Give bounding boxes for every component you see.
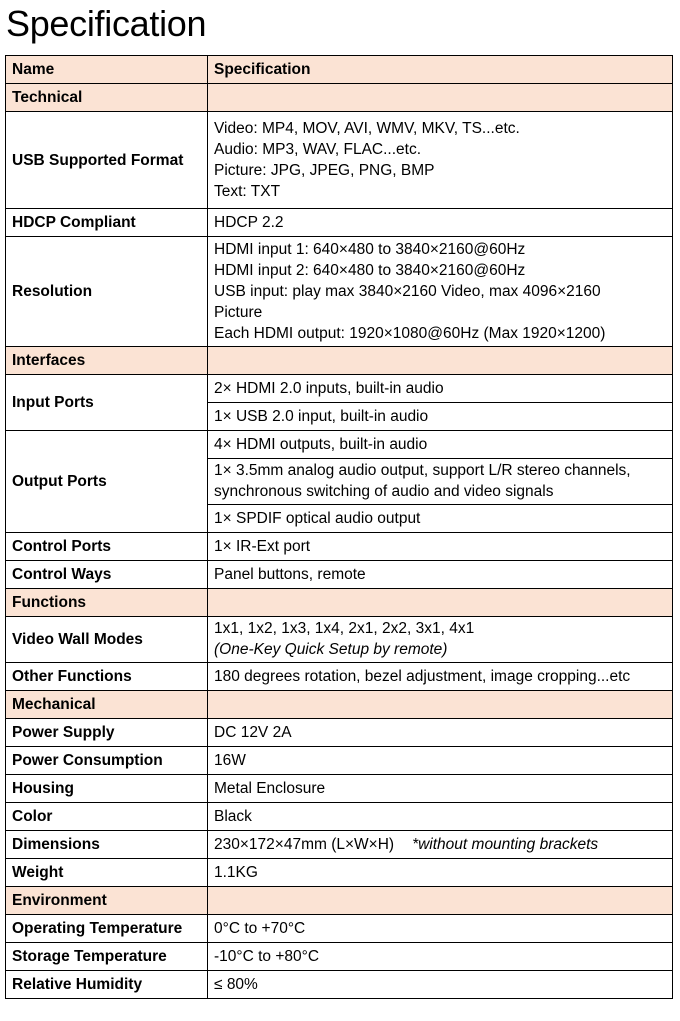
row-name: Color	[6, 803, 208, 831]
table-row	[6, 237, 673, 347]
section-functions	[6, 589, 673, 617]
value-line: Picture	[214, 304, 263, 321]
value-line: HDMI input 1: 640×480 to 3840×2160@60Hz	[214, 241, 526, 258]
table-row	[6, 719, 673, 747]
page-title: Specification	[6, 3, 207, 44]
section-interfaces	[6, 347, 673, 375]
row-value: 16W	[208, 747, 673, 775]
table-header-row	[6, 56, 673, 84]
section-label: Technical	[6, 84, 208, 112]
section-label: Mechanical	[6, 691, 208, 719]
row-name: Weight	[6, 859, 208, 887]
section-environment	[6, 887, 673, 915]
row-value	[208, 831, 673, 859]
section-label: Functions	[6, 589, 208, 617]
table-row	[6, 431, 673, 459]
row-name: Operating Temperature	[6, 915, 208, 943]
row-value: Metal Enclosure	[208, 775, 673, 803]
row-value: 4× HDMI outputs, built-in audio	[208, 431, 673, 459]
row-name: HDCP Compliant	[6, 209, 208, 237]
row-value: HDCP 2.2	[208, 209, 673, 237]
header-name: Name	[6, 56, 208, 84]
header-spec: Specification	[208, 56, 673, 84]
row-name: Other Functions	[6, 663, 208, 691]
row-name: USB Supported Format	[6, 112, 208, 209]
row-value: 180 degrees rotation, bezel adjustment, image cropping...etc	[208, 663, 673, 691]
row-name: Input Ports	[6, 375, 208, 431]
value-line: Video: MP4, MOV, AVI, WMV, MKV, TS...etc.	[214, 120, 520, 137]
row-value: Black	[208, 803, 673, 831]
row-value: Panel buttons, remote	[208, 561, 673, 589]
row-name: Control Ways	[6, 561, 208, 589]
row-value: 2× HDMI 2.0 inputs, built-in audio	[208, 375, 673, 403]
value-line: USB input: play max 3840×2160 Video, max 4096×2160	[214, 283, 601, 300]
table-row	[6, 915, 673, 943]
row-value: -10°C to +80°C	[208, 943, 673, 971]
row-value: 1.1KG	[208, 859, 673, 887]
table-row	[6, 209, 673, 237]
row-name: Control Ports	[6, 533, 208, 561]
table-row	[6, 533, 673, 561]
row-name: Storage Temperature	[6, 943, 208, 971]
dimensions-value: 230×172×47mm (L×W×H)	[214, 836, 395, 853]
row-value	[208, 617, 673, 663]
row-value: ≤ 80%	[208, 971, 673, 999]
specification-table	[5, 55, 673, 999]
table-row	[6, 775, 673, 803]
table-row	[6, 617, 673, 663]
table-row	[6, 971, 673, 999]
row-name: Housing	[6, 775, 208, 803]
section-label: Environment	[6, 887, 208, 915]
row-value: 0°C to +70°C	[208, 915, 673, 943]
row-value: 1× SPDIF optical audio output	[208, 505, 673, 533]
row-name: Relative Humidity	[6, 971, 208, 999]
row-name: Power Supply	[6, 719, 208, 747]
row-value: DC 12V 2A	[208, 719, 673, 747]
row-value: 1× USB 2.0 input, built-in audio	[208, 403, 673, 431]
section-label: Interfaces	[6, 347, 208, 375]
row-value	[208, 459, 673, 505]
row-name: Resolution	[6, 237, 208, 347]
table-row	[6, 112, 673, 209]
value-line: 1x1, 1x2, 1x3, 1x4, 2x1, 2x2, 3x1, 4x1	[214, 620, 475, 637]
table-row	[6, 663, 673, 691]
table-row	[6, 375, 673, 403]
value-line: 1× 3.5mm analog audio output, support L/R stereo channels,	[214, 462, 631, 479]
table-row	[6, 943, 673, 971]
value-line: Text: TXT	[214, 183, 281, 200]
table-row	[6, 747, 673, 775]
row-name: Output Ports	[6, 431, 208, 533]
row-value	[208, 112, 673, 209]
value-line: Audio: MP3, WAV, FLAC...etc.	[214, 141, 422, 158]
dimensions-note: *without mounting brackets	[412, 836, 599, 853]
row-name: Power Consumption	[6, 747, 208, 775]
value-line: Picture: JPG, JPEG, PNG, BMP	[214, 162, 435, 179]
row-name: Dimensions	[6, 831, 208, 859]
value-line: synchronous switching of audio and video signals	[214, 483, 554, 500]
section-mechanical	[6, 691, 673, 719]
value-line: HDMI input 2: 640×480 to 3840×2160@60Hz	[214, 262, 526, 279]
row-value	[208, 237, 673, 347]
value-line: Each HDMI output: 1920×1080@60Hz (Max 1920×1200)	[214, 325, 606, 342]
section-technical	[6, 84, 673, 112]
value-note: (One-Key Quick Setup by remote)	[214, 641, 448, 658]
row-name: Video Wall Modes	[6, 617, 208, 663]
table-row	[6, 803, 673, 831]
table-row	[6, 561, 673, 589]
table-row	[6, 859, 673, 887]
table-row	[6, 831, 673, 859]
row-value: 1× IR-Ext port	[208, 533, 673, 561]
